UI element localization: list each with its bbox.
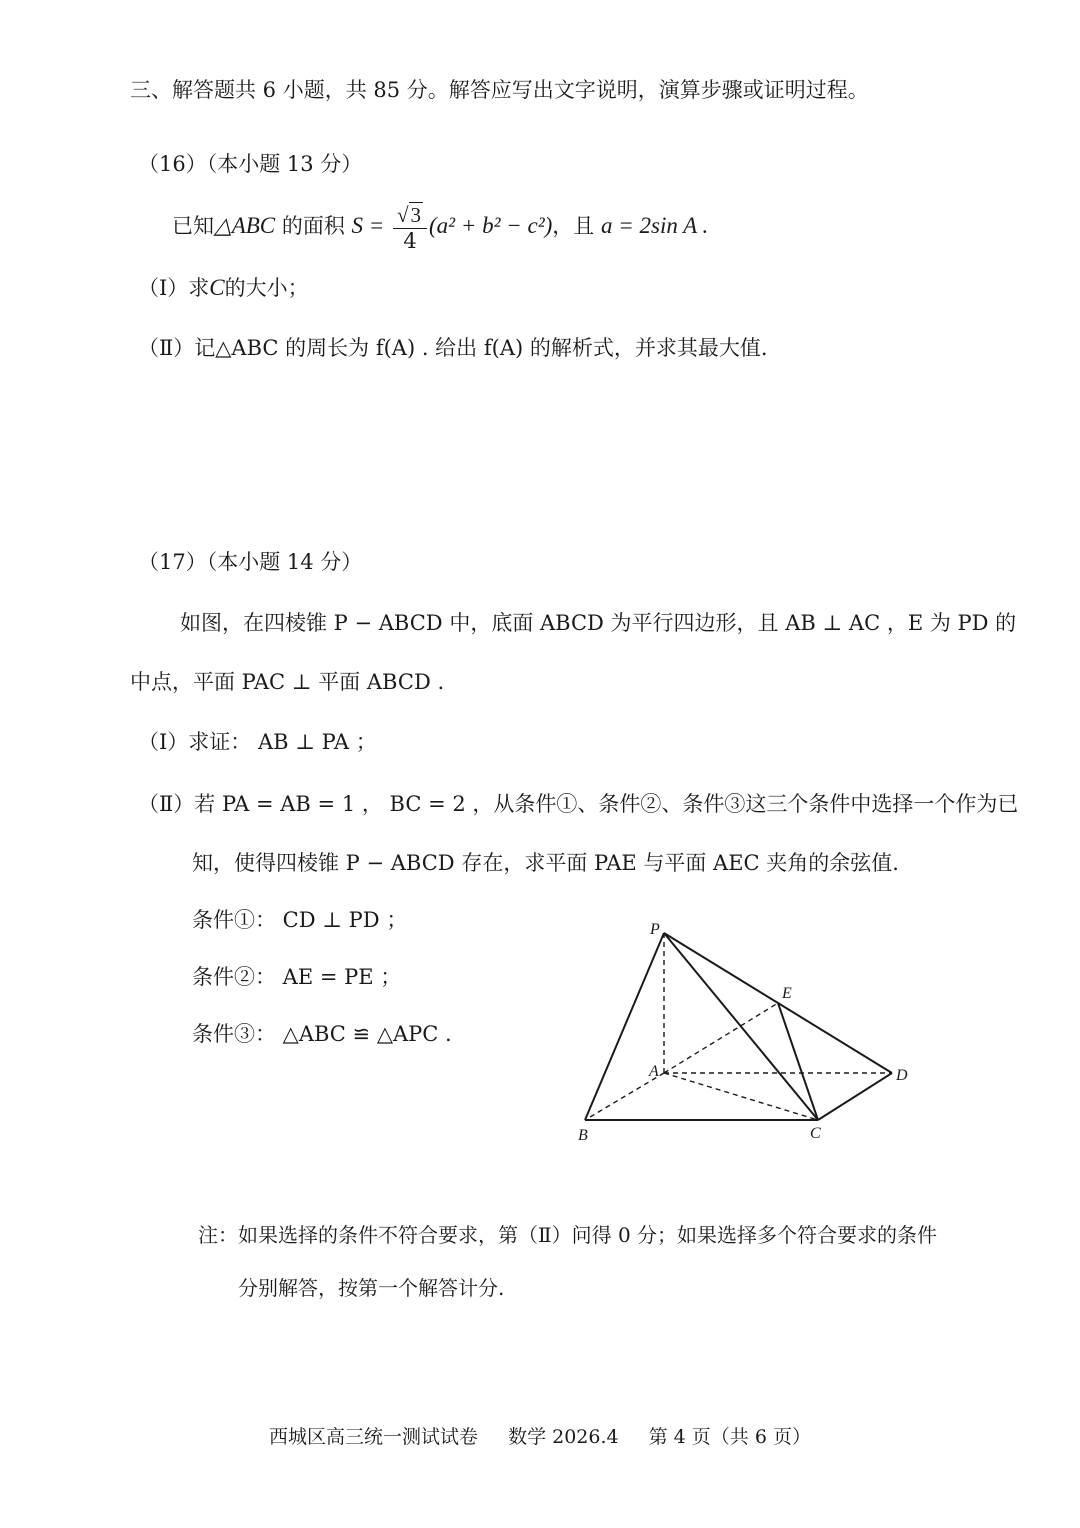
label-E: E — [782, 985, 792, 1002]
q17-part2-line1 — [138, 790, 1018, 818]
edge-PB — [585, 933, 664, 1120]
pyramid-figure — [560, 910, 920, 1150]
q17-part1 — [138, 728, 377, 756]
label-B: B — [578, 1127, 588, 1144]
q16-part1-text: 求 — [188, 276, 210, 300]
q17-part2-text: 若 PA = AB = 1 ， BC = 2 ，从条件①、条件②、条件③这三个条件中选择一个作为已 — [194, 792, 1019, 816]
edge-EC — [778, 1003, 818, 1120]
q16-part2-text: 记△ABC 的周长为 f(A) . 给出 f(A) 的解析式，并求其最大值. — [194, 336, 768, 360]
note-line1: 注：如果选择的条件不符合要求，第（Ⅱ）问得 0 分；如果选择多个符合要求的条件 — [198, 1223, 938, 1247]
q17-part1-text: 求证： AB ⊥ PA ； — [188, 730, 377, 754]
q16-part2 — [138, 334, 768, 362]
q17-part2-line2: 知，使得四棱锥 P − ABCD 存在，求平面 PAE 与平面 AEC 夹角的余弦值. — [192, 851, 899, 875]
q16-condition: a = 2sin A . — [600, 213, 709, 238]
q17-stem-line2: 中点，平面 PAC ⊥ 平面 ABCD . — [130, 670, 445, 694]
q16-part1-var: C — [209, 275, 225, 300]
q16-part2-label: （Ⅱ） — [138, 336, 195, 360]
q16-part1-tail: 的大小； — [224, 276, 309, 300]
q17-part2-label: （Ⅱ） — [138, 792, 195, 816]
q17-condition-1: 条件①： CD ⊥ PD ； — [192, 908, 408, 932]
footer-exam: 西城区高三统一测试试卷 — [269, 1426, 479, 1448]
q16-s: S = — [351, 213, 385, 238]
q16-title: （16）（本小题 13 分） — [138, 152, 363, 176]
page-footer — [0, 1422, 1080, 1449]
q16-part1-label: （Ⅰ） — [138, 276, 189, 300]
label-A: A — [649, 1063, 659, 1080]
q16-denominator: 4 — [403, 229, 417, 253]
label-D: D — [896, 1067, 908, 1084]
q16-and: ，且 — [552, 214, 595, 238]
q16-formula: (a² + b² − c²) — [429, 213, 553, 238]
note-line2: 分别解答，按第一个解答计分. — [238, 1276, 505, 1300]
edge-AE — [664, 1003, 778, 1073]
q16-stem-prefix: 已知 — [172, 214, 214, 238]
edge-CD — [818, 1073, 892, 1120]
q16-sqrt-value: 3 — [410, 203, 422, 227]
edge-AC — [664, 1073, 818, 1120]
footer-subject: 数学 2026.4 — [508, 1426, 619, 1448]
edge-AB — [585, 1073, 664, 1120]
q16-fraction: $\frac{√3}{4}$ — [393, 202, 427, 253]
footer-page: 第 4 页（共 6 页） — [648, 1426, 811, 1448]
q16-area-label: 的面积 — [281, 214, 345, 238]
q16-part1 — [138, 274, 309, 302]
q17-stem-line1: 如图，在四棱锥 P − ABCD 中，底面 ABCD 为平行四边形，且 AB ⊥ AC ，E 为 PD 的 — [180, 611, 1017, 635]
section-header: 三、解答题共 6 小题，共 85 分。解答应写出文字说明，演算步骤或证明过程。 — [130, 78, 869, 102]
q17-title: （17）（本小题 14 分） — [138, 550, 363, 574]
q17-condition-2: 条件②： AE = PE ； — [192, 965, 402, 989]
q17-condition-3: 条件③： △ABC ≌ △APC . — [192, 1022, 452, 1046]
label-C: C — [810, 1125, 821, 1142]
q16-stem — [172, 196, 708, 256]
label-P: P — [650, 921, 660, 938]
edge-PC — [664, 933, 818, 1120]
q16-triangle: △ABC — [214, 213, 276, 238]
q17-part1-label: （Ⅰ） — [138, 730, 189, 754]
